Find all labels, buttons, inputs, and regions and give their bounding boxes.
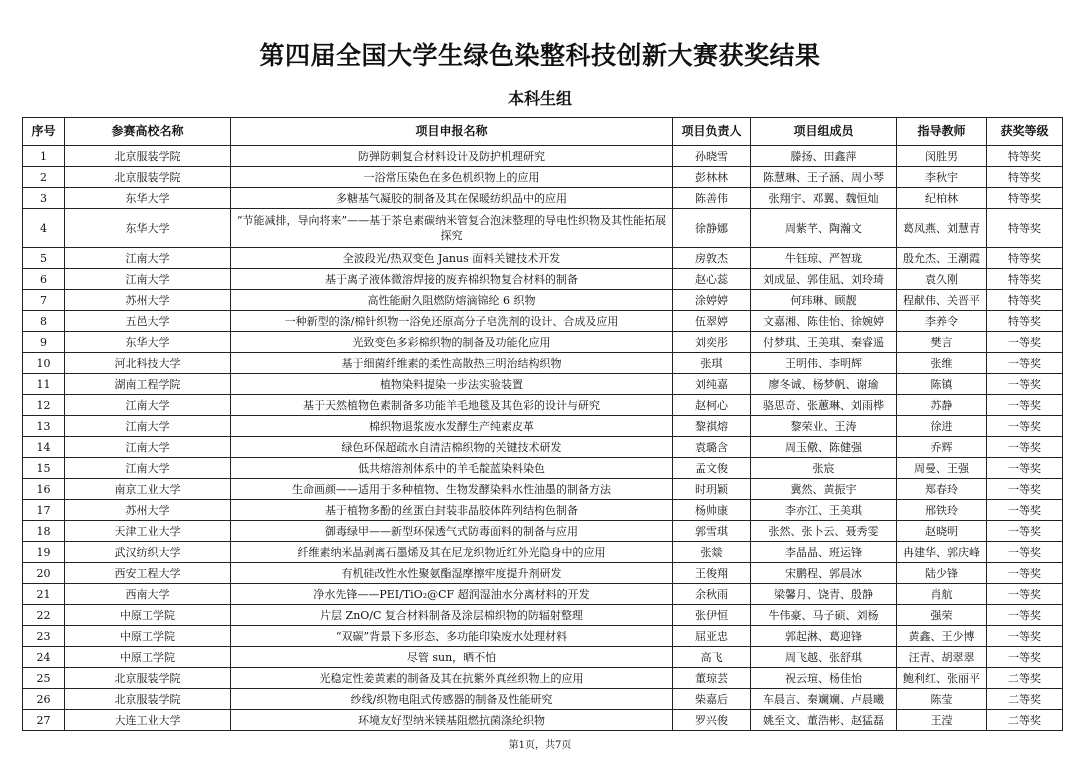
- cell-school: 西南大学: [65, 584, 231, 605]
- cell-leader: 赵心蕊: [673, 269, 751, 290]
- cell-leader: 郭雪琪: [673, 521, 751, 542]
- table-row: [23, 710, 1063, 731]
- cell-members: 骆思奇、张蕙琳、刘雨桦: [751, 395, 897, 416]
- cell-advisor: 赵晓明: [897, 521, 987, 542]
- cell-members: 王明伟、李明辉: [751, 353, 897, 374]
- cell-advisor: 冉建华、郭庆峰: [897, 542, 987, 563]
- cell-index: 2: [23, 167, 65, 188]
- cell-award: 一等奖: [987, 416, 1063, 437]
- cell-members: 陈慧琳、王子涵、周小琴: [751, 167, 897, 188]
- cell-project: 环境友好型纳米镁基阻燃抗菌涤纶织物: [231, 710, 673, 731]
- cell-advisor: 陈镇: [897, 374, 987, 395]
- cell-members: 滕扬、田鑫萍: [751, 146, 897, 167]
- cell-school: 江南大学: [65, 458, 231, 479]
- cell-leader: 伍翠婷: [673, 311, 751, 332]
- cell-members: 周玉儆、陈健强: [751, 437, 897, 458]
- cell-leader: 张燚: [673, 542, 751, 563]
- cell-leader: 张琪: [673, 353, 751, 374]
- cell-index: 26: [23, 689, 65, 710]
- table-row: [23, 605, 1063, 626]
- cell-advisor: 强荣: [897, 605, 987, 626]
- cell-advisor: 肖航: [897, 584, 987, 605]
- group-subtitle: 本科生组: [507, 89, 572, 108]
- cell-leader: 赵柯心: [673, 395, 751, 416]
- cell-index: 3: [23, 188, 65, 209]
- cell-members: 张然、张卜云、聂秀雯: [751, 521, 897, 542]
- cell-award: 一等奖: [987, 521, 1063, 542]
- table-row: [23, 689, 1063, 710]
- cell-leader: 董琼芸: [673, 668, 751, 689]
- table-row: [23, 269, 1063, 290]
- cell-award: 一等奖: [987, 584, 1063, 605]
- table-row: [23, 353, 1063, 374]
- results-table: [22, 117, 1063, 731]
- cell-leader: 时玥颖: [673, 479, 751, 500]
- cell-members: 宋鹏程、郭晨冰: [751, 563, 897, 584]
- cell-members: 祝云瑄、杨佳怡: [751, 668, 897, 689]
- cell-leader: 高飞: [673, 647, 751, 668]
- cell-award: 一等奖: [987, 479, 1063, 500]
- cell-leader: 余秋雨: [673, 584, 751, 605]
- cell-award: 一等奖: [987, 353, 1063, 374]
- page-title: 第四届全国大学生绿色染整科技创新大赛获奖结果: [259, 41, 821, 70]
- cell-leader: 王俊翔: [673, 563, 751, 584]
- cell-school: 东华大学: [65, 188, 231, 209]
- table-body: [23, 146, 1063, 731]
- cell-project: 基于天然植物色素制备多功能羊毛地毯及其色彩的设计与研究: [231, 395, 673, 416]
- cell-project: 光致变色多彩棉织物的制备及功能化应用: [231, 332, 673, 353]
- cell-index: 19: [23, 542, 65, 563]
- cell-school: 南京工业大学: [65, 479, 231, 500]
- cell-index: 27: [23, 710, 65, 731]
- cell-index: 16: [23, 479, 65, 500]
- cell-members: 车晨言、秦斓斓、卢晨曦: [751, 689, 897, 710]
- cell-award: 一等奖: [987, 647, 1063, 668]
- cell-index: 25: [23, 668, 65, 689]
- cell-index: 4: [23, 209, 65, 248]
- cell-school: 五邑大学: [65, 311, 231, 332]
- cell-project: 尽管 sun，晒不怕: [231, 647, 673, 668]
- cell-leader: 袁璐含: [673, 437, 751, 458]
- cell-index: 7: [23, 290, 65, 311]
- cell-advisor: 张维: [897, 353, 987, 374]
- cell-index: 1: [23, 146, 65, 167]
- cell-leader: 刘纯嘉: [673, 374, 751, 395]
- cell-members: 李亦江、王美琪: [751, 500, 897, 521]
- cell-award: 特等奖: [987, 290, 1063, 311]
- cell-index: 12: [23, 395, 65, 416]
- page-footer: 第1页，共7页: [508, 740, 572, 751]
- cell-project: 御毒绿甲——新型环保透气式防毒面料的制备与应用: [231, 521, 673, 542]
- cell-school: 北京服装学院: [65, 146, 231, 167]
- cell-index: 20: [23, 563, 65, 584]
- header-leader: 项目负责人: [673, 118, 751, 146]
- table-row: [23, 188, 1063, 209]
- cell-award: 特等奖: [987, 209, 1063, 248]
- table-row: [23, 584, 1063, 605]
- cell-project: 多糖基气凝胶的制备及其在保暖纺织品中的应用: [231, 188, 673, 209]
- cell-members: 冀然、黄振宇: [751, 479, 897, 500]
- cell-advisor: 殷允杰、王潮霞: [897, 248, 987, 269]
- cell-project: 光稳定性姜黄素的制备及其在抗紫外真丝织物上的应用: [231, 668, 673, 689]
- table-row: [23, 500, 1063, 521]
- cell-leader: 黎祺熔: [673, 416, 751, 437]
- table-row: [23, 542, 1063, 563]
- cell-members: 黎荣业、王涛: [751, 416, 897, 437]
- cell-advisor: 陆少锋: [897, 563, 987, 584]
- cell-advisor: 程献伟、关晋平: [897, 290, 987, 311]
- cell-school: 北京服装学院: [65, 668, 231, 689]
- header-school: 参赛高校名称: [65, 118, 231, 146]
- cell-index: 6: [23, 269, 65, 290]
- cell-school: 河北科技大学: [65, 353, 231, 374]
- table-row: [23, 647, 1063, 668]
- cell-project: 有机硅改性水性聚氨酯湿摩擦牢度提升剂研发: [231, 563, 673, 584]
- cell-index: 5: [23, 248, 65, 269]
- cell-advisor: 徐进: [897, 416, 987, 437]
- cell-award: 特等奖: [987, 269, 1063, 290]
- cell-project: 全波段光/热双变色 Janus 面料关键技术开发: [231, 248, 673, 269]
- cell-leader: 房敦杰: [673, 248, 751, 269]
- cell-advisor: 乔辉: [897, 437, 987, 458]
- cell-award: 一等奖: [987, 605, 1063, 626]
- cell-project: 低共熔溶剂体系中的羊毛靛蓝染料染色: [231, 458, 673, 479]
- cell-leader: 孙晓雪: [673, 146, 751, 167]
- cell-index: 22: [23, 605, 65, 626]
- cell-school: 苏州大学: [65, 500, 231, 521]
- cell-award: 一等奖: [987, 626, 1063, 647]
- table-row: [23, 374, 1063, 395]
- cell-index: 23: [23, 626, 65, 647]
- table-row: [23, 332, 1063, 353]
- cell-advisor: 鲍利红、张丽平: [897, 668, 987, 689]
- cell-members: 文嘉湘、陈佳怡、徐婉婷: [751, 311, 897, 332]
- table-row: [23, 311, 1063, 332]
- cell-award: 一等奖: [987, 458, 1063, 479]
- table-row: [23, 458, 1063, 479]
- cell-index: 10: [23, 353, 65, 374]
- cell-project: 绿色环保超疏水自清洁棉织物的关键技术研发: [231, 437, 673, 458]
- cell-school: 苏州大学: [65, 290, 231, 311]
- cell-project: 高性能耐久阻燃防熔滴锦纶 6 织物: [231, 290, 673, 311]
- cell-leader: 张伊恒: [673, 605, 751, 626]
- cell-advisor: 苏静: [897, 395, 987, 416]
- header-members: 项目组成员: [751, 118, 897, 146]
- table-row: [23, 626, 1063, 647]
- cell-members: 李晶晶、班运锋: [751, 542, 897, 563]
- cell-members: 付梦琪、王美琪、秦睿遥: [751, 332, 897, 353]
- cell-award: 一等奖: [987, 563, 1063, 584]
- cell-leader: 屈亚忠: [673, 626, 751, 647]
- cell-members: 廖冬诚、杨梦帆、谢瑜: [751, 374, 897, 395]
- cell-advisor: 陈莹: [897, 689, 987, 710]
- table-row: [23, 209, 1063, 248]
- cell-award: 一等奖: [987, 542, 1063, 563]
- cell-award: 特等奖: [987, 311, 1063, 332]
- cell-index: 17: [23, 500, 65, 521]
- cell-members: 何玮琳、顾靓: [751, 290, 897, 311]
- cell-index: 14: [23, 437, 65, 458]
- cell-advisor: 李秋宇: [897, 167, 987, 188]
- cell-school: 东华大学: [65, 209, 231, 248]
- table-row: [23, 521, 1063, 542]
- cell-members: 牛钰琼、严智珑: [751, 248, 897, 269]
- table-row: [23, 479, 1063, 500]
- cell-advisor: 葛凤燕、刘慧青: [897, 209, 987, 248]
- cell-leader: 陈善伟: [673, 188, 751, 209]
- cell-school: 东华大学: [65, 332, 231, 353]
- cell-members: 周飞越、张舒琪: [751, 647, 897, 668]
- cell-school: 大连工业大学: [65, 710, 231, 731]
- header-award: 获奖等级: [987, 118, 1063, 146]
- cell-project: “双碳”背景下多形态、多功能印染废水处理材料: [231, 626, 673, 647]
- cell-index: 21: [23, 584, 65, 605]
- cell-leader: 孟文俊: [673, 458, 751, 479]
- cell-members: 周紫芊、陶瀚文: [751, 209, 897, 248]
- cell-project: 棉织物退浆废水发酵生产纯素皮革: [231, 416, 673, 437]
- cell-project: 基于细菌纤维素的柔性高散热三明治结构织物: [231, 353, 673, 374]
- cell-members: 牛伟豪、马子硕、刘杨: [751, 605, 897, 626]
- cell-project: 基于植物多酚的丝蛋白封装非晶胶体阵列结构色制备: [231, 500, 673, 521]
- cell-advisor: 郑春玲: [897, 479, 987, 500]
- cell-project: 纤维素纳米晶剥离石墨烯及其在尼龙织物近红外光隐身中的应用: [231, 542, 673, 563]
- cell-advisor: 袁久刚: [897, 269, 987, 290]
- cell-advisor: 王滢: [897, 710, 987, 731]
- cell-school: 西安工程大学: [65, 563, 231, 584]
- cell-leader: 涂婷婷: [673, 290, 751, 311]
- table-row: [23, 668, 1063, 689]
- cell-members: 张宸: [751, 458, 897, 479]
- cell-award: 一等奖: [987, 332, 1063, 353]
- cell-project: 净水先锋——PEI/TiO₂@CF 超润湿油水分离材料的开发: [231, 584, 673, 605]
- cell-award: 特等奖: [987, 248, 1063, 269]
- cell-index: 18: [23, 521, 65, 542]
- cell-leader: 柴嘉后: [673, 689, 751, 710]
- table-row: [23, 437, 1063, 458]
- cell-leader: 彭林林: [673, 167, 751, 188]
- cell-award: 二等奖: [987, 668, 1063, 689]
- cell-award: 特等奖: [987, 146, 1063, 167]
- cell-advisor: 樊言: [897, 332, 987, 353]
- cell-school: 中原工学院: [65, 605, 231, 626]
- table-row: [23, 416, 1063, 437]
- cell-members: 张翔宇、邓翼、魏恒灿: [751, 188, 897, 209]
- cell-award: 一等奖: [987, 374, 1063, 395]
- cell-index: 13: [23, 416, 65, 437]
- cell-school: 天津工业大学: [65, 521, 231, 542]
- table-row: [23, 290, 1063, 311]
- cell-index: 11: [23, 374, 65, 395]
- cell-members: 郭起淋、葛迎锋: [751, 626, 897, 647]
- cell-award: 一等奖: [987, 395, 1063, 416]
- cell-advisor: 周曼、王强: [897, 458, 987, 479]
- cell-members: 刘成显、郭佳凪、刘玲琦: [751, 269, 897, 290]
- cell-advisor: 纪柏林: [897, 188, 987, 209]
- table-row: [23, 563, 1063, 584]
- cell-advisor: 李养令: [897, 311, 987, 332]
- table-row: [23, 167, 1063, 188]
- cell-school: 北京服装学院: [65, 689, 231, 710]
- table-row: [23, 248, 1063, 269]
- cell-members: 姚至文、董浩彬、赵猛磊: [751, 710, 897, 731]
- table-row: [23, 146, 1063, 167]
- cell-index: 15: [23, 458, 65, 479]
- cell-school: 中原工学院: [65, 626, 231, 647]
- cell-advisor: 闵胜男: [897, 146, 987, 167]
- cell-index: 8: [23, 311, 65, 332]
- header-project: 项目申报名称: [231, 118, 673, 146]
- cell-school: 湖南工程学院: [65, 374, 231, 395]
- cell-leader: 刘奕彤: [673, 332, 751, 353]
- header-index: 序号: [23, 118, 65, 146]
- cell-award: 一等奖: [987, 437, 1063, 458]
- cell-school: 江南大学: [65, 416, 231, 437]
- cell-award: 特等奖: [987, 167, 1063, 188]
- table-row: [23, 395, 1063, 416]
- cell-leader: 杨帅康: [673, 500, 751, 521]
- cell-school: 江南大学: [65, 269, 231, 290]
- cell-project: 植物染料提染一步法实验装置: [231, 374, 673, 395]
- cell-members: 梁馨月、饶青、殷静: [751, 584, 897, 605]
- cell-project: 基于离子液体微溶焊接的废弃棉织物复合材料的制备: [231, 269, 673, 290]
- cell-index: 9: [23, 332, 65, 353]
- cell-project: 生命画颜——适用于多种植物、生物发酵染料水性油墨的制备方法: [231, 479, 673, 500]
- cell-project: 防弹防刺复合材料设计及防护机理研究: [231, 146, 673, 167]
- cell-advisor: 汪青、胡翠翠: [897, 647, 987, 668]
- cell-index: 24: [23, 647, 65, 668]
- cell-school: 中原工学院: [65, 647, 231, 668]
- cell-leader: 罗兴俊: [673, 710, 751, 731]
- cell-school: 江南大学: [65, 248, 231, 269]
- cell-project: “节能减排，导向将来”——基于茶皂素碳纳米管复合泡沫整理的导电性织物及其性能拓展探究: [231, 209, 673, 248]
- table-header-row: [23, 118, 1063, 146]
- cell-award: 一等奖: [987, 500, 1063, 521]
- cell-advisor: 黄鑫、王少博: [897, 626, 987, 647]
- cell-project: 片层 ZnO/C 复合材料制备及涂层棉织物的防辐射整理: [231, 605, 673, 626]
- cell-advisor: 邢铁玲: [897, 500, 987, 521]
- cell-leader: 徐静娜: [673, 209, 751, 248]
- cell-school: 北京服装学院: [65, 167, 231, 188]
- cell-award: 二等奖: [987, 689, 1063, 710]
- cell-project: 纱线/织物电阻式传感器的制备及性能研究: [231, 689, 673, 710]
- cell-award: 二等奖: [987, 710, 1063, 731]
- cell-school: 江南大学: [65, 395, 231, 416]
- cell-school: 江南大学: [65, 437, 231, 458]
- cell-project: 一浴常压染色在多色机织物上的应用: [231, 167, 673, 188]
- header-advisor: 指导教师: [897, 118, 987, 146]
- cell-project: 一种新型的涤/棉针织物一浴免还原高分子皂洗剂的设计、合成及应用: [231, 311, 673, 332]
- cell-school: 武汉纺织大学: [65, 542, 231, 563]
- cell-award: 特等奖: [987, 188, 1063, 209]
